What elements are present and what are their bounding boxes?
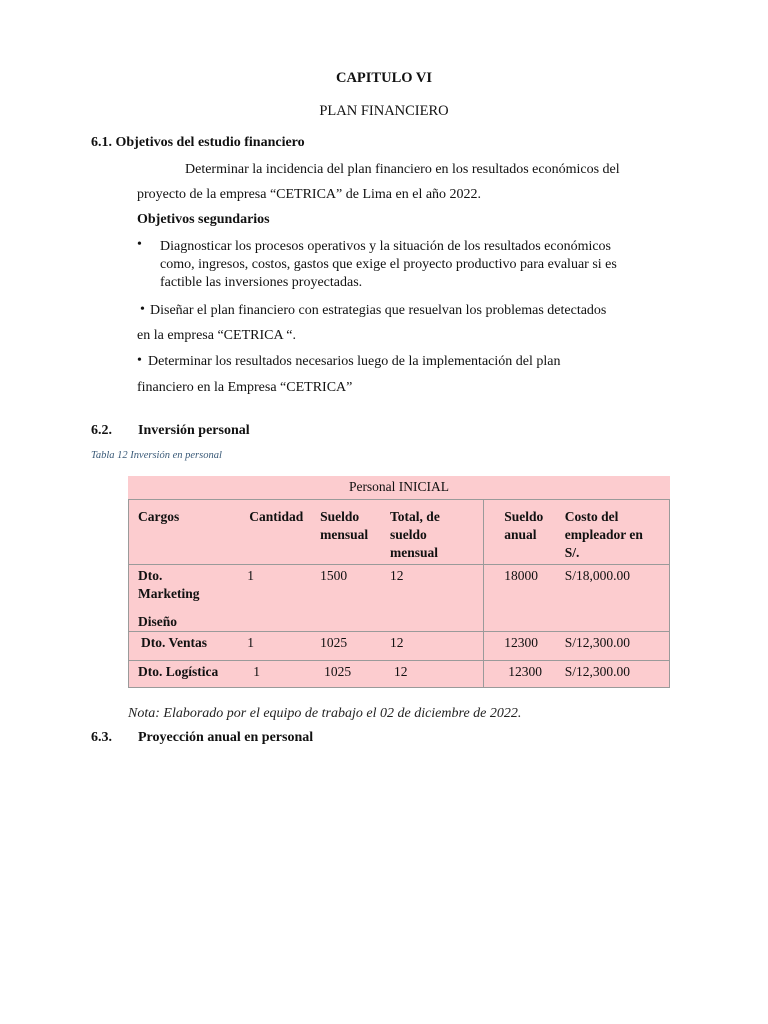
bullet-item-disenar-line1: Diseñar el plan financiero con estrategias que resuelvan los problemas detectados [150, 303, 607, 318]
section-heading-proyeccion: Proyección anual en personal [138, 730, 314, 745]
table-note: Nota: Elaborado por el equipo de trabajo el 02 de diciembre de 2022. [128, 706, 522, 721]
bullet-item-diagnosticar [160, 238, 617, 292]
header-sueldo-mensual: Sueldo mensual [314, 500, 384, 565]
bullet-marker: • [137, 353, 142, 368]
section-heading-inversion: Inversión personal [138, 423, 250, 438]
cell-cargo: Dto. Logística [129, 661, 240, 688]
table-row [129, 632, 670, 661]
bullet-item-determinar-line1: Determinar los resultados necesarios luego de la implementación del plan [148, 354, 561, 369]
chapter-label: CAPITULO VI [335, 70, 432, 86]
cell-cantidad: 1 [239, 565, 314, 632]
chapter-title: PLAN FINANCIERO [319, 103, 449, 119]
header-sueldo-anual: Sueldo anual [484, 500, 545, 565]
cell-costo: S/12,300.00 [545, 661, 670, 688]
bullet-line: Diagnosticar los procesos operativos y la situación de los resultados económicos [160, 239, 612, 254]
cell-sueldo-anual: 12300 [484, 632, 545, 661]
sub-heading-objetivos-segundarios: Objetivos segundarios [137, 212, 270, 227]
cell-total: 12 [384, 565, 484, 632]
cell-total: 12 [384, 632, 484, 661]
cell-sueldo-anual: 18000 [484, 565, 545, 632]
bullet-line: como, ingresos, costos, gastos que exige el proyecto productivo para evaluar si es [160, 257, 617, 272]
cell-sueldo-anual: 12300 [484, 661, 545, 688]
bullet-marker: • [140, 302, 145, 317]
cell-cantidad: 1 [239, 661, 314, 688]
header-total-sueldo-mensual: Total, de sueldo mensual [384, 500, 484, 565]
bullet-item-disenar-line2: en la empresa “CETRICA “. [137, 328, 297, 343]
objective-paragraph-line1: Determinar la incidencia del plan financiero en los resultados económicos del [185, 162, 620, 177]
cell-costo: S/18,000.00 [545, 565, 670, 632]
bullet-marker: • [137, 237, 142, 252]
cell-total: 12 [384, 661, 484, 688]
table-title: Personal INICIAL [348, 479, 450, 494]
cell-sueldo-mensual: 1025 [314, 661, 384, 688]
section-number-6-3: 6.3. [91, 730, 112, 745]
section-number-6-2: 6.2. [91, 423, 112, 438]
header-cantidad: Cantidad [239, 500, 314, 565]
personal-table [128, 476, 670, 688]
header-cargos: Cargos [129, 500, 240, 565]
cell-cargo: Dto. Marketing Diseño [129, 565, 240, 632]
table-row [129, 565, 670, 632]
cell-sueldo-mensual: 1500 [314, 565, 384, 632]
objective-paragraph-line2: proyecto de la empresa “CETRICA” de Lima en el año 2022. [137, 187, 482, 202]
cell-cantidad: 1 [239, 632, 314, 661]
table-caption: Tabla 12 Inversión en personal [91, 450, 222, 461]
cell-costo: S/12,300.00 [545, 632, 670, 661]
header-costo-empleador: Costo del empleador en S/. [545, 500, 670, 565]
section-heading-objetivos: 6.1. Objetivos del estudio financiero [91, 135, 305, 150]
bullet-item-determinar-line2: financiero en la Empresa “CETRICA” [137, 380, 353, 395]
bullet-line: factible las inversiones proyectadas. [160, 275, 363, 290]
cell-sueldo-mensual: 1025 [314, 632, 384, 661]
table-row [129, 661, 670, 688]
cell-cargo: Dto. Ventas [129, 632, 240, 661]
